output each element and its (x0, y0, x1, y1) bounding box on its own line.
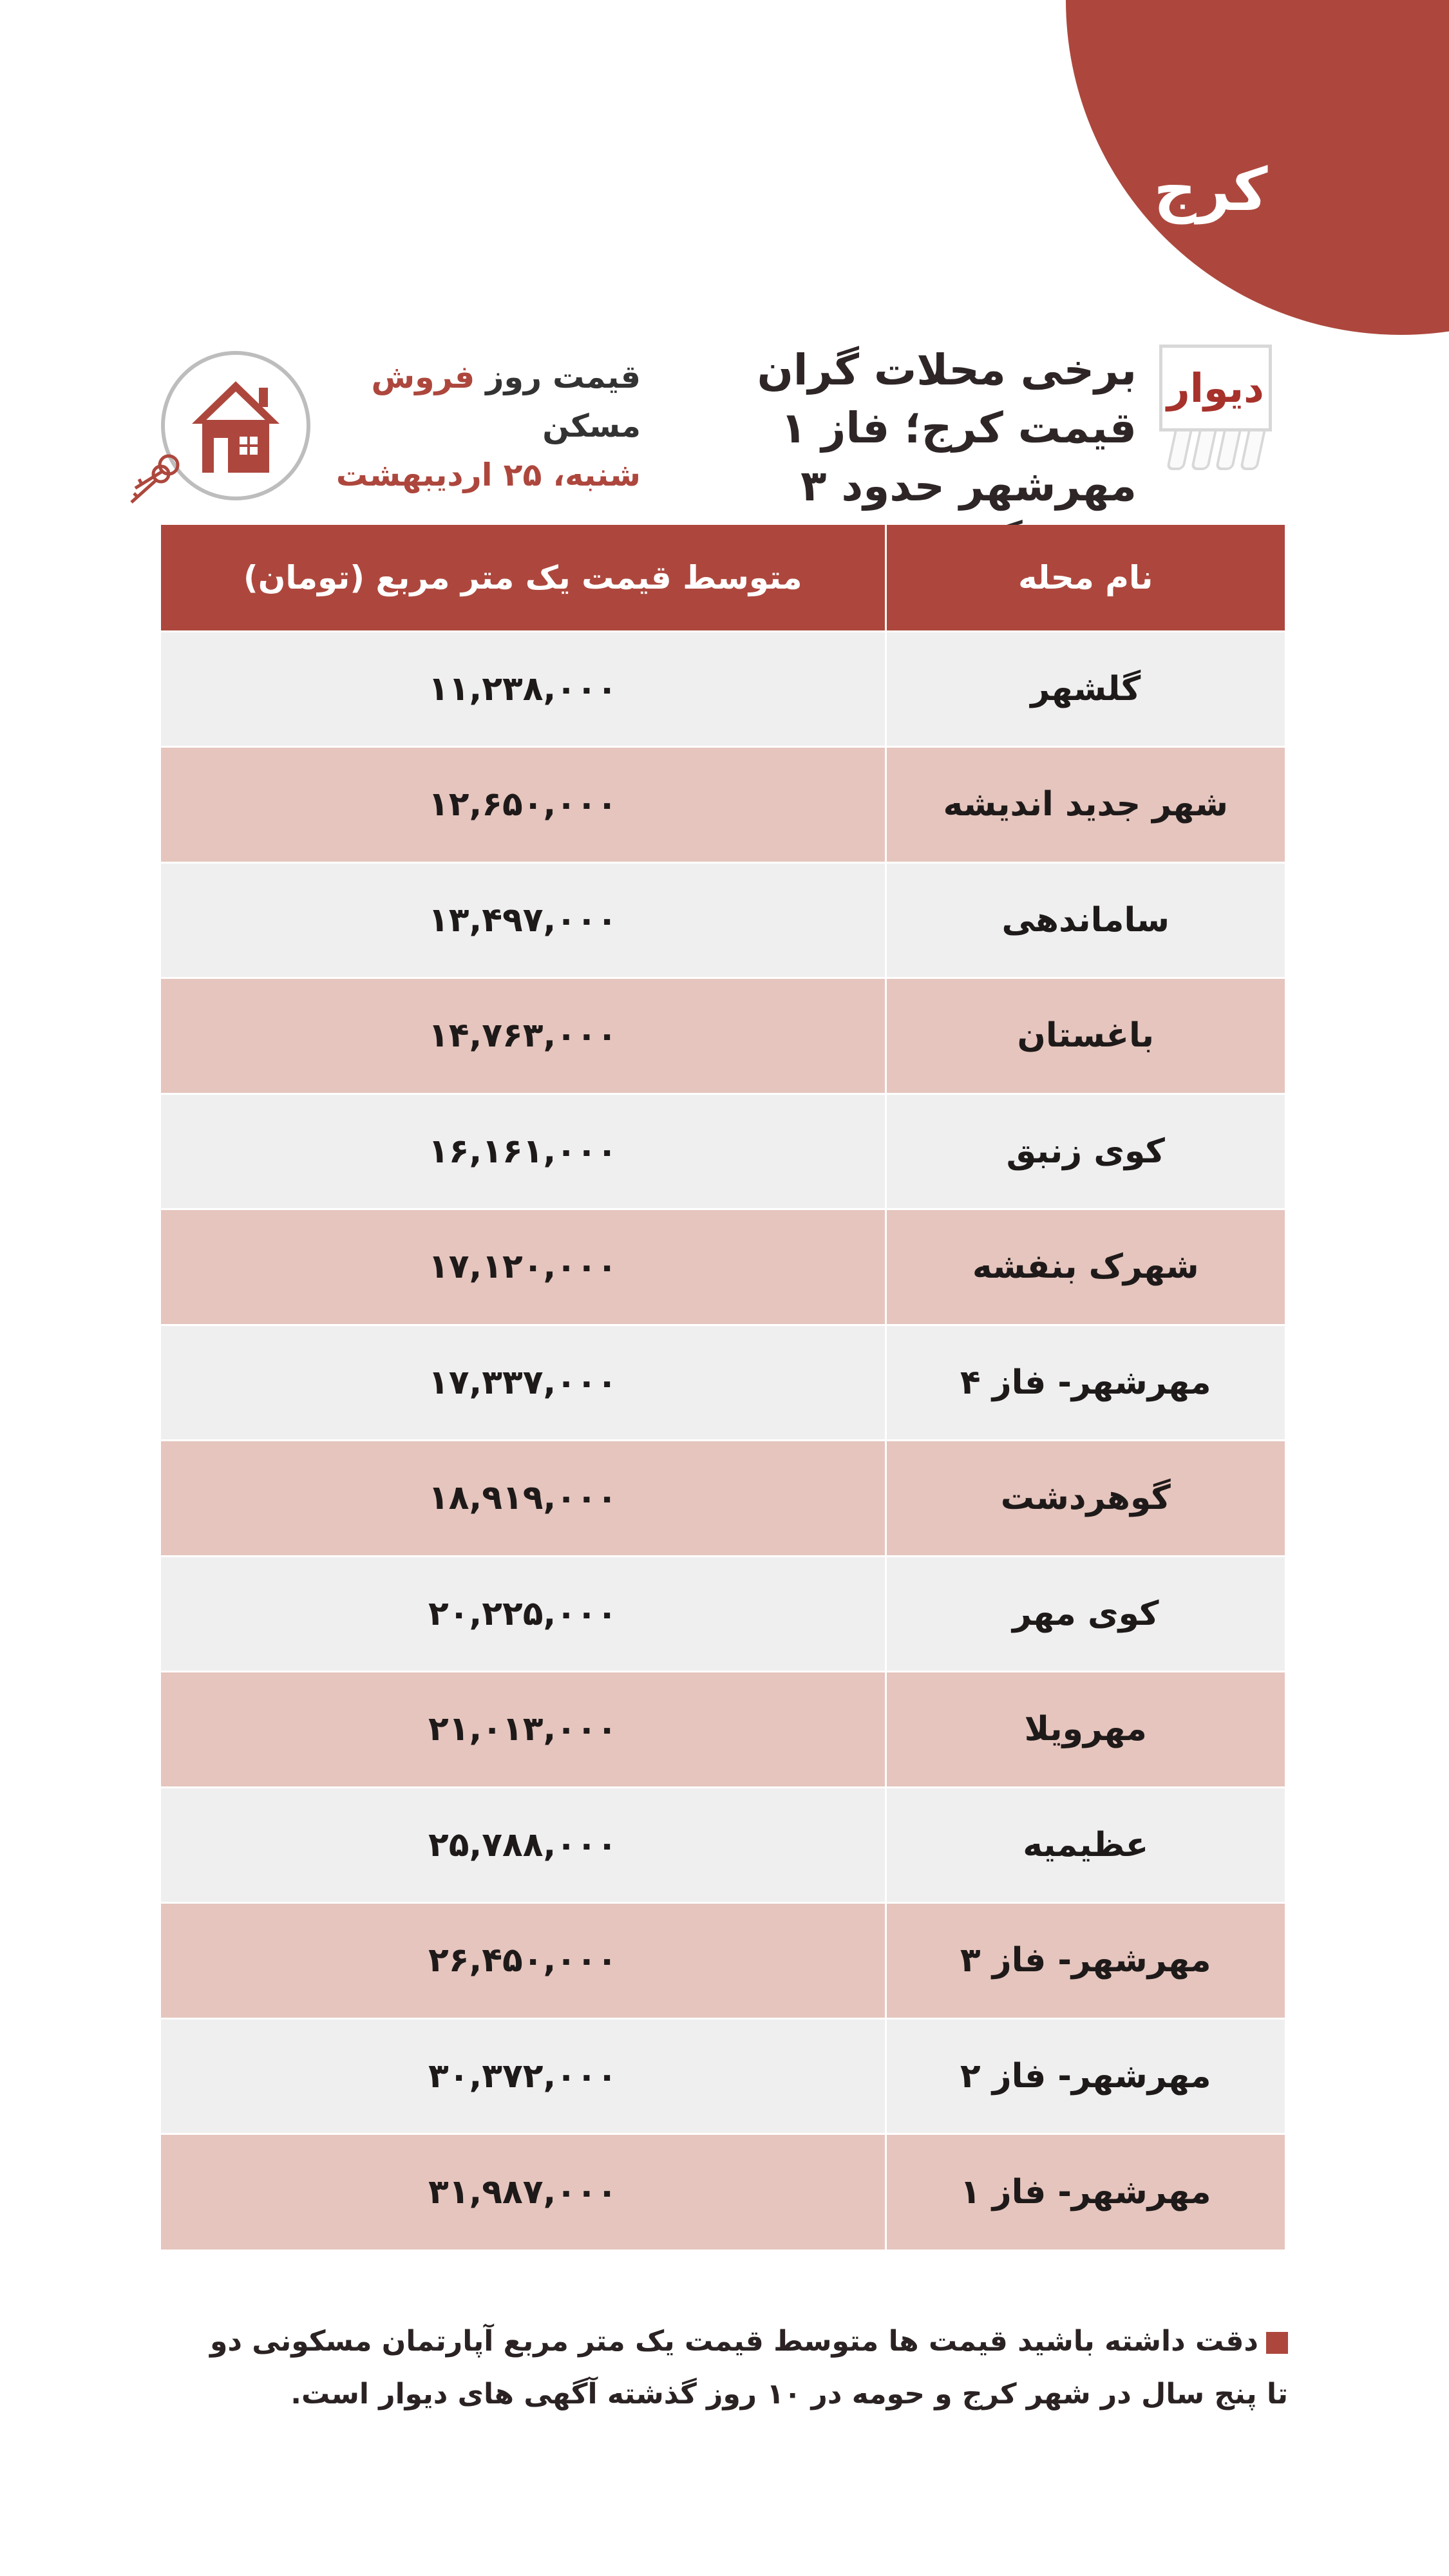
neighborhood-price: ۱۸,۹۱۹,۰۰۰ (161, 1441, 886, 1557)
divar-logo-text: دیوار (1167, 364, 1264, 412)
price-info-highlight: فروش (371, 359, 475, 395)
divar-logo (1153, 345, 1278, 473)
neighborhood-name: مهرویلا (886, 1672, 1285, 1788)
neighborhood-name: شهر جدید اندیشه (886, 747, 1285, 863)
neighborhood-price: ۱۲,۶۵۰,۰۰۰ (161, 747, 886, 863)
table-row (161, 1672, 1285, 1788)
neighborhood-name: مهرشهر- فاز ۴ (886, 1325, 1285, 1441)
table-row (161, 1441, 1285, 1557)
price-info-suffix: مسکن (542, 408, 641, 444)
neighborhood-price: ۱۷,۳۳۷,۰۰۰ (161, 1325, 886, 1441)
header-price: متوسط قیمت یک متر مربع (تومان) (161, 525, 886, 631)
footnote-text: دقت داشته باشید قیمت ها متوسط قیمت یک متر مربع آپارتمان مسکونی دو تا پنج سال در شهر کرج و حومه در ۱۰ روز گذشته آگهی های دیوار است. (210, 2325, 1288, 2410)
price-table (161, 525, 1285, 2249)
price-info-title (325, 353, 641, 451)
table-row (161, 1325, 1285, 1441)
neighborhood-price: ۱۳,۴۹۷,۰۰۰ (161, 862, 886, 978)
city-title: کرج (1153, 155, 1268, 224)
price-info (325, 353, 641, 500)
neighborhood-name: ساماندهی (886, 862, 1285, 978)
divar-logo-card (1159, 345, 1272, 431)
table-row (161, 631, 1285, 747)
keys-icon (131, 456, 178, 502)
neighborhood-name: کوی زنبق (886, 1094, 1285, 1209)
table-row (161, 1903, 1285, 2019)
neighborhood-price: ۲۱,۰۱۳,۰۰۰ (161, 1672, 886, 1788)
neighborhood-name: باغستان (886, 978, 1285, 1094)
neighborhood-name: مهرشهر- فاز ۳ (886, 1903, 1285, 2019)
footnote (193, 2315, 1288, 2421)
table-row (161, 862, 1285, 978)
neighborhood-name: گلشهر (886, 631, 1285, 747)
price-info-date: شنبه، ۲۵ اردیبهشت (336, 457, 641, 493)
neighborhood-price: ۱۱,۲۳۸,۰۰۰ (161, 631, 886, 747)
neighborhood-name: مهرشهر- فاز ۲ (886, 2018, 1285, 2134)
house-keys-icon (116, 348, 316, 509)
footnote-square-icon (1266, 2332, 1288, 2354)
headline: برخی محلات گران قیمت کرج؛ فاز ۱ مهرشهر حدود ۳ (757, 345, 1137, 511)
neighborhood-price: ۲۰,۲۲۵,۰۰۰ (161, 1556, 886, 1672)
neighborhood-price: ۳۰,۳۷۲,۰۰۰ (161, 2018, 886, 2134)
neighborhood-price: ۲۶,۴۵۰,۰۰۰ (161, 1903, 886, 2019)
neighborhood-name: عظیمیه (886, 1787, 1285, 1903)
price-info-prefix: قیمت روز (486, 359, 641, 395)
table-row (161, 1094, 1285, 1209)
table-row (161, 1209, 1285, 1325)
divar-logo-strips (1159, 431, 1272, 470)
table-row (161, 2018, 1285, 2134)
neighborhood-name: گوهردشت (886, 1441, 1285, 1557)
header-neighborhood: نام محله (886, 525, 1285, 631)
table-header-row (161, 525, 1285, 631)
neighborhood-price: ۳۱,۹۸۷,۰۰۰ (161, 2134, 886, 2250)
neighborhood-name: مهرشهر- فاز ۱ (886, 2134, 1285, 2250)
table-row (161, 978, 1285, 1094)
table-row (161, 2134, 1285, 2250)
house-icon (116, 348, 316, 509)
neighborhood-price: ۱۶,۱۶۱,۰۰۰ (161, 1094, 886, 1209)
table-row (161, 747, 1285, 863)
table-row (161, 1556, 1285, 1672)
neighborhood-name: کوی مهر (886, 1556, 1285, 1672)
neighborhood-name: شهرک بنفشه (886, 1209, 1285, 1325)
neighborhood-price: ۱۴,۷۶۳,۰۰۰ (161, 978, 886, 1094)
neighborhood-price: ۱۷,۱۲۰,۰۰۰ (161, 1209, 886, 1325)
neighborhood-price: ۲۵,۷۸۸,۰۰۰ (161, 1787, 886, 1903)
table-row (161, 1787, 1285, 1903)
